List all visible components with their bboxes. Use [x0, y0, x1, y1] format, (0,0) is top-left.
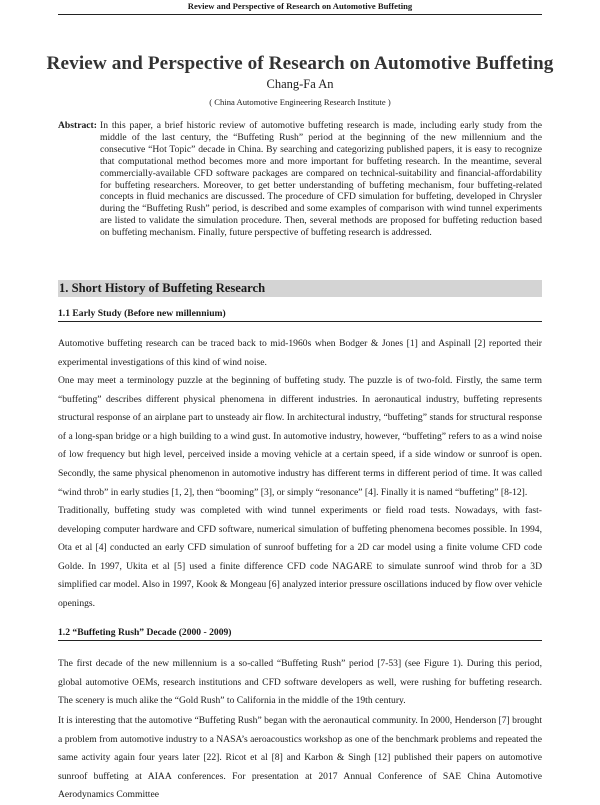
- author: Chang-Fa An: [266, 77, 334, 91]
- paper-title: Review and Perspective of Research on Automotive Buffeting: [46, 53, 554, 74]
- paragraph: Traditionally, buffeting study was completed with wind tunnel experiments or field road tests. Nowadays, with fast-developing computer hardware and CFD software, numerical simulation of buffeting phenomena becomes possible. In 1994, Ota et al [4] conducted an early CFD simulation of sunroof buffeting for a 2D car model using a finite volume CFD code Golde. In 1997, Ukita et al [5] used a finite difference CFD code NAGARE to simulate sunroof wind throb for a 3D simplified car model. Also in 1997, Kook & Mongeau [6] analyzed interior pressure oscillations induced by flow over vehicle openings.: [58, 505, 542, 609]
- affiliation: ( China Automotive Engineering Research Institute ): [209, 97, 391, 107]
- paragraph: The first decade of the new millennium is a so-called “Buffeting Rush” period [7-53] (see Figure 1). During this period, global automotive OEMs, research institutions and CFD software developers as well, were rushing for buffeting research. The scenery is much alike the “Gold Rush” to California in the middle of the 19th century.: [58, 658, 542, 707]
- abstract: [58, 120, 542, 239]
- running-head: Review and Perspective of Research on Automotive Buffeting: [187, 1, 413, 11]
- abstract-text: In this paper, a brief historic review of automotive buffeting research is made, including early study from the middle of the last century, the “Buffeting Rush” period at the beginning of the new millennium and the consecutive “Hot Topic” decade in China. By searching and categorizing published papers, it is easy to recognize that computational method becomes more and more important for buffeting research. In the meantime, several commercially-available CFD software packages are compared on technical-suitability and financial-affordability for buffeting researchers. Moreover, to get better understanding of buffeting mechanism, four buffeting-related concepts in fluid mechanics are discussed. The procedure of CFD simulation for buffeting, developed in Chrysler during the “Buffeting Rush” period, is described and some examples of comparison with wind tunnel experiments are listed to validate the simulation procedure. Then, several methods are proposed for buffeting reduction based on buffeting mechanism. Finally, future perspective of buffeting research is addressed.: [100, 120, 542, 239]
- section-heading: [58, 280, 542, 297]
- paragraph: It is interesting that the automotive “Buffeting Rush” began with the aeronautical community. In 2000, Henderson [7] brought a problem from automotive industry to a NASA’s aeroacoustics workshop as one of the benchmark problems and repeated the same activity again four years later [22]. Ricot et al [8] and Karbon & Singh [12] published their papers on automotive sunroof buffeting at AIAA conferences. For presentation at 2017 Annual Conference of SAE China Automotive Aerodynamics Committee: [58, 715, 542, 801]
- section-title: 1. Short History of Buffeting Research: [59, 281, 266, 295]
- subsection-title-1-2: 1.2 “Buffeting Rush” Decade (2000 - 2009): [58, 626, 542, 641]
- abstract-label: Abstract:: [58, 120, 97, 131]
- paragraph: Automotive buffeting research can be traced back to mid-1960s when Bodger & Jones [1] and Aspinall [2] reported their experimental investigations of this kind of wind noise.: [58, 338, 542, 368]
- paragraph: One may meet a terminology puzzle at the beginning of buffeting study. The puzzle is of two-fold. Firstly, the same term “buffeting” describes different physical phenomena in different industries. In aeronautical industry, buffeting represents structural response of an airplane part to unsteady air flow. In architectural industry, “buffeting” stands for structural response of a long-span bridge or a high building to a wind gust. In automotive industry, however, “buffeting” refers to as a wind noise of low frequency but high level, perceived inside a moving vehicle at a certain speed, if a side window or sunroof is open. Secondly, the same physical phenomenon in automotive industry has different terms in different period of time. It was called “wind throb” in early studies [1, 2], then “booming” [3], or simply “resonance” [4]. Finally it is named “buffeting” [8-12].: [58, 375, 542, 498]
- header-rule: [58, 14, 542, 15]
- subsection-title-1-1: 1.1 Early Study (Before new millennium): [58, 307, 542, 322]
